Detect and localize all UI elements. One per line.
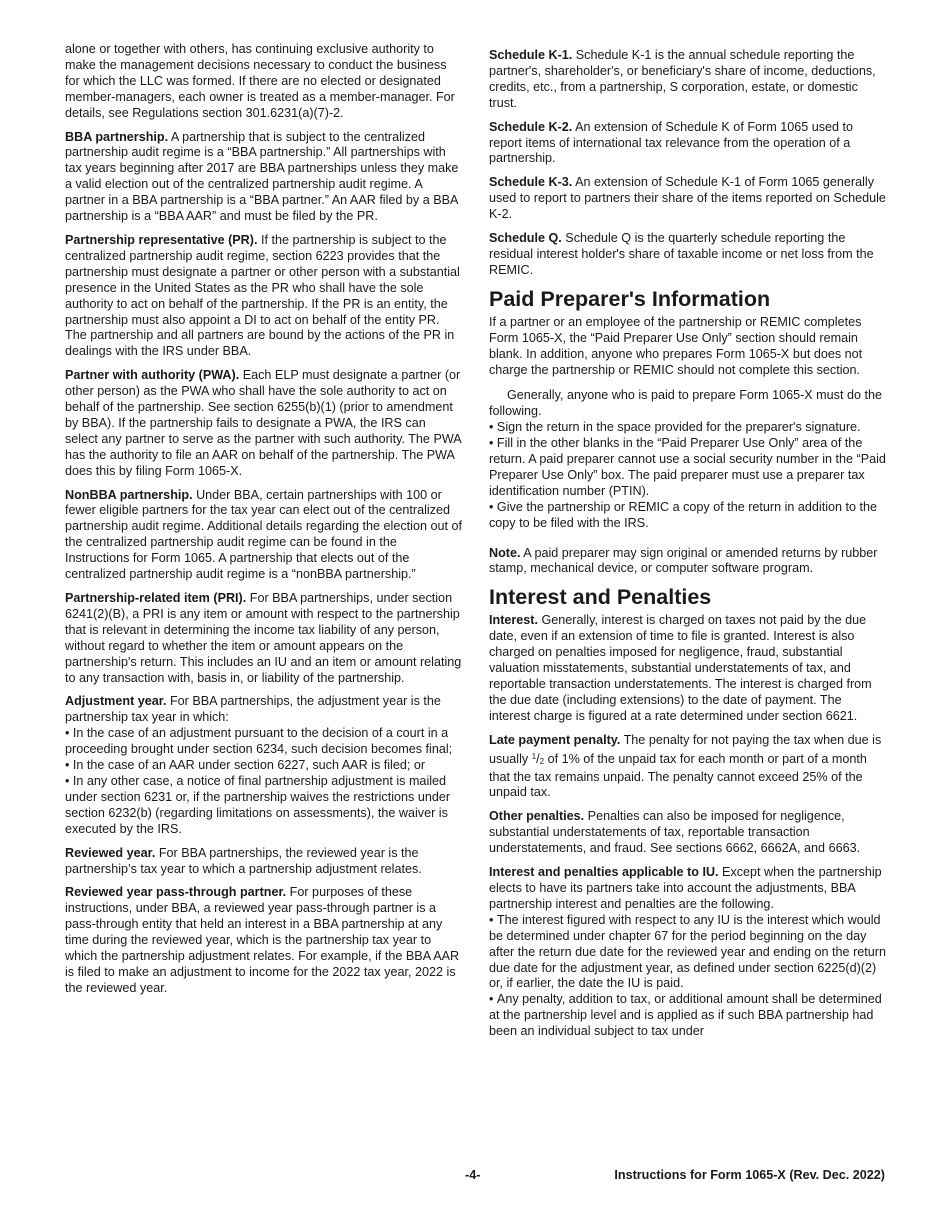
term: Schedule K-1.	[489, 48, 573, 62]
interest-penalties-heading: Interest and Penalties	[489, 585, 712, 610]
definition-text: A partnership that is subject to the centralized partnership audit regime is a “BBA partnership.” All partnerships with tax years beginning after 2017 are BBA partnerships unless they make a valid election out of the centralized partnership audit regime. A partner in a BBA partnership is a “BBA partner.” An AAR filed by a BBA partnership is a “BBA AAR” and must be filed by the PR.	[65, 129, 459, 224]
bullet-item: • Give the partnership or REMIC a copy of the return in addition to the copy to be filed with the IRS.	[489, 500, 886, 532]
adjustment-year-definition	[65, 694, 462, 726]
definition-text: Except when the partnership elects to have its partners take into account the adjustments, BBA partnership interest and penalties are the following.	[489, 865, 882, 911]
definition-text: For BBA partnerships, the reviewed year is the partnership’s tax year to which a partnership adjustment relates.	[65, 845, 422, 876]
definition-text: For purposes of these instructions, under BBA, a reviewed year pass-through partner is a pass-through entity that held an interest in a BBA partnership at any time during the reviewed year, which is the partnership tax year to which the partnership adjustment relates. For example, if the BBA AAR is filed to make an adjustment to income for the 2022 tax year, 2022 is the reviewed year.	[65, 885, 460, 995]
left-column	[65, 42, 462, 1005]
interest-definition	[489, 613, 886, 724]
term: Schedule K-3.	[489, 175, 573, 190]
reviewed-year-definition	[65, 846, 462, 878]
definition-text: For BBA partnerships, under section 6241(2)(B), a PRI is any item or amount with respect to the partnership that is relevant in determining the income tax liability of any person, without regard to whether the item or amount appears on the partnership's return. This includes an IU and an item or amount relating to any transaction with, basis in, or liability of the partnership.	[65, 591, 462, 685]
definition-text: The penalty for not paying the tax when due is usually	[489, 732, 882, 766]
definition-text: An extension of Schedule K of Form 1065 used to report items of international tax relevance from the operation of a partnership.	[489, 119, 854, 166]
term: BBA partnership.	[65, 129, 169, 144]
bullet-item: • In the case of an AAR under section 6227, such AAR is filed; or	[65, 758, 462, 774]
paid-preparer-paragraph: Generally, anyone who is paid to prepare Form 1065-X must do the following.	[489, 388, 882, 419]
late-payment-penalty-definition: Late payment penalty. The penalty for not paying the tax when due is usually $^1/_2$ of 1% of the unpaid tax for each month or part of a month that the tax remains unpaid. The penalty cannot exceed 25% of the unpaid tax.	[489, 732, 882, 800]
definition-text: For BBA partnerships, the adjustment year is the partnership tax year in which:	[65, 694, 441, 725]
term: Reviewed year pass-through partner.	[65, 885, 287, 900]
partnership-related-item-definition	[65, 591, 462, 686]
schedule-q-definition	[489, 231, 886, 279]
schedule-k3-definition	[489, 175, 886, 223]
paid-preparer-heading: Paid Preparer's Information	[489, 286, 771, 311]
definition-text: Generally, interest is charged on taxes not paid by the due date, even if an extension of time to file is granted. Interest is also charged on penalties imposed for negligence, fraud, substantial valuation misstatements, substantial understatements of tax, and reportable transaction understatements. The interest is charged from the due date (including extensions) to the date of payment. The interest charge is figured at a rate determined under section 6621.	[489, 613, 872, 723]
bullet-item: • Fill in the other blanks in the “Paid Preparer Use Only” area of the return. A paid preparer cannot use a social security number in the “Paid Preparer Use Only” box. The paid preparer must use a preparer tax identification number (PTIN).	[489, 436, 886, 500]
iu-interest-penalties-definition	[489, 865, 886, 913]
partnership-representative-definition	[65, 233, 462, 360]
term: Other penalties.	[489, 809, 585, 824]
footer-title: Instructions for Form 1065-X (Rev. Dec. 2022)	[614, 1168, 885, 1182]
definition-text: If the partnership is subject to the centralized partnership audit regime, section 6223 provides that the partnership must designate a partner or other person with a substantial presence in the United States as the PR who shall have the sole authority to act on behalf of the partnership. If the PR is an entity, the partnership must also appoint a DI to act on behalf of the entity PR. The partnership and all partners are bound by the actions of the PR in dealings with the IRS under BBA.	[65, 232, 460, 359]
term: Interest and penalties applicable to IU.	[489, 865, 719, 880]
term: Schedule K-2.	[489, 119, 573, 134]
bullet-item: • In any other case, a notice of final partnership adjustment is mailed under section 6231 or, if the partnership waives the restrictions under section 6232(b) (regarding limitations on assessments), the waiver is executed by the IRS.	[65, 774, 462, 838]
term: Partnership representative (PR).	[65, 232, 258, 247]
bba-partnership-definition	[65, 130, 462, 225]
bullet-item: • Any penalty, addition to tax, or additional amount shall be determined at the partnership level and is applied as if such BBA partnership had been an individual subject to tax under	[489, 992, 886, 1040]
note-paragraph	[489, 546, 886, 578]
term: Interest.	[489, 613, 538, 628]
page-number: -4-	[465, 1168, 481, 1182]
fraction-denominator: 2	[539, 756, 545, 766]
term: Note.	[489, 545, 521, 560]
bullet-item: • The interest figured with respect to any IU is the interest which would be determined under chapter 67 for the period beginning on the day after the return due date for the reviewed year and ending on the return due date for the adjustment year, as defined under section 6225(d)(2) or, if earlier, the date the IU is paid.	[489, 913, 886, 993]
definition-text: An extension of Schedule K-1 of Form 1065 generally used to report to partners their share of the items reported on Schedule K-2.	[489, 175, 886, 222]
term: Partnership-related item (PRI).	[65, 591, 247, 605]
partner-with-authority-definition	[65, 368, 462, 479]
definition-text: Schedule Q is the quarterly schedule reporting the residual interest holder's share of taxable income or net loss from the REMIC.	[489, 231, 874, 277]
definition-text: Under BBA, certain partnerships with 100 or fewer eligible partners for the tax year can elect out of the centralized partnership audit regime. Additional details regarding the election out of the centralized partnership audit regime can be found in the Instructions for Form 1065. A partnership that elects out of the centralized partnership audit regime is a “nonBBA partnership.”	[65, 487, 462, 582]
term: Partner with authority (PWA).	[65, 368, 240, 383]
schedule-k1-definition	[489, 48, 886, 112]
definition-text: of 1% of the unpaid tax for each month or part of a month that the tax remains unpaid. The penalty cannot exceed 25% of the unpaid tax.	[489, 751, 867, 800]
paid-preparer-paragraph: If a partner or an employee of the partnership or REMIC completes Form 1065-X, the “Paid Preparer Use Only” section should remain blank. In addition, anyone who prepares Form 1065-X but does not charge the partnership or REMIC should not complete this section.	[489, 314, 863, 377]
term: Schedule Q.	[489, 231, 562, 246]
term: Late payment penalty.	[489, 732, 621, 747]
intro-paragraph: alone or together with others, has continuing exclusive authority to make the management decisions necessary to conduct the business for which the LLC was formed. If there are no elected or designated member-managers, each owner is treated as a member-manager. For details, see Regulations section 301.6231(a)(7)-2.	[65, 42, 455, 120]
other-penalties-definition	[489, 809, 886, 857]
reviewed-year-pass-through-partner-definition	[65, 885, 462, 996]
nonbba-partnership-definition	[65, 488, 462, 583]
definition-text: A paid preparer may sign original or amended returns by rubber stamp, mechanical device, or computer software program.	[489, 545, 878, 576]
definition-text: Each ELP must designate a partner (or other person) as the PWA who shall have the sole authority to act on behalf of the partnership. See section 6255(b)(1) (prior to amendment by BBA). If the partnership fails to designate a PWA, the IRS can select any partner to serve as the partner with such authority. The PWA has the authority to file an AAR on behalf of the partnership. The PWA does this by filing Form 1065-X.	[65, 368, 461, 478]
bullet-item: • In the case of an adjustment pursuant to the decision of a court in a proceeding brought under section 6234, such decision becomes final;	[65, 726, 462, 758]
definition-text: Schedule K-1 is the annual schedule reporting the partner's, shareholder's, or beneficiary's share of income, deductions, credits, etc., from a partnership, S corporation, estate, or domestic trust.	[489, 48, 876, 110]
term: NonBBA partnership.	[65, 487, 193, 502]
right-column	[489, 48, 886, 1040]
definition-text: Penalties can also be imposed for negligence, substantial understatements of tax, reportable transaction understatements, and fraud. See sections 6662, 6662A, and 6663.	[489, 809, 861, 856]
term: Reviewed year.	[65, 845, 156, 860]
bullet-item: • Sign the return in the space provided for the preparer's signature.	[489, 420, 886, 436]
fraction-numerator: 1	[531, 751, 537, 761]
term: Adjustment year.	[65, 694, 167, 709]
schedule-k2-definition	[489, 120, 886, 168]
